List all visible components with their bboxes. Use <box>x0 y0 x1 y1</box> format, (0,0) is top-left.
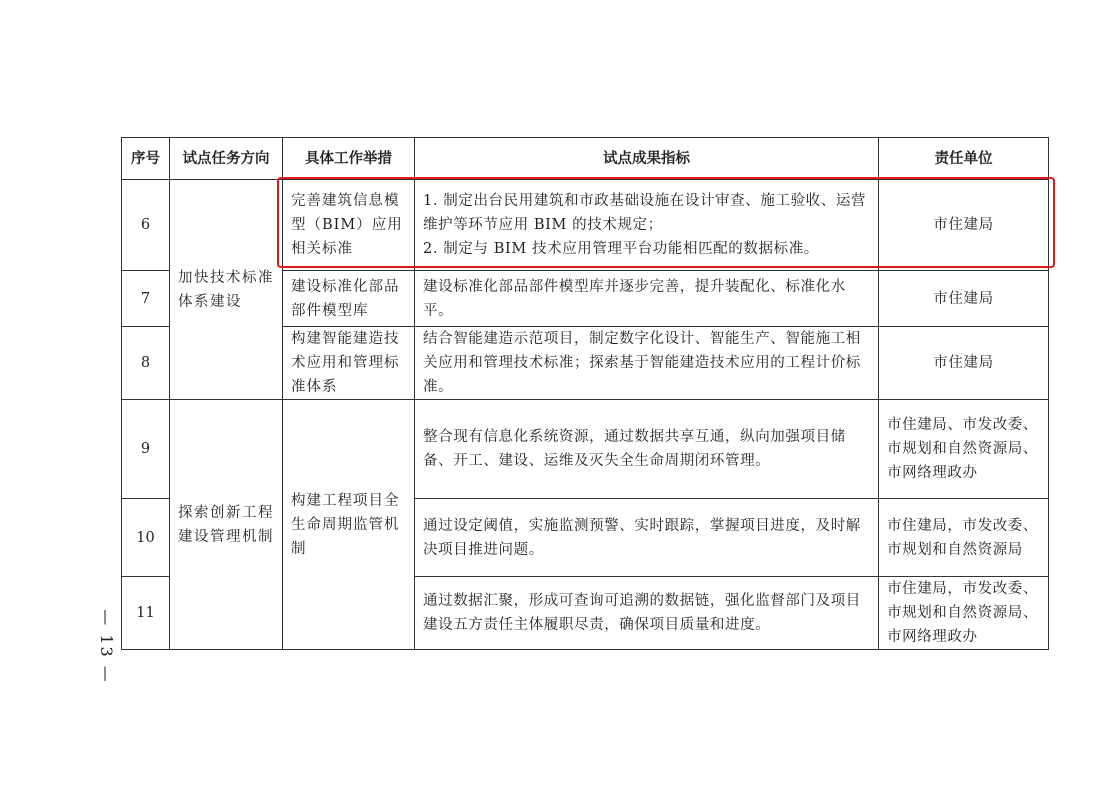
row-direction: 加快技术标准体系建设 <box>170 180 283 400</box>
row-unit: 市住建局、市发改委、市规划和自然资源局、市网络理政办 <box>879 400 1049 499</box>
row-measure: 完善建筑信息模型（BIM）应用相关标准 <box>283 180 415 271</box>
row-direction: 探索创新工程建设管理机制 <box>170 400 283 650</box>
row-serial: 11 <box>122 577 170 650</box>
row-serial: 9 <box>122 400 170 499</box>
header-serial: 序号 <box>122 138 170 180</box>
row-indicator: 通过设定阈值，实施监测预警、实时跟踪，掌握项目进度，及时解决项目推进问题。 <box>415 499 879 577</box>
page-number-text: — 13 — <box>96 608 116 684</box>
indicator-line: 1. 制定出台民用建筑和市政基础设施在设计审查、施工验收、运营维护等环节应用 BIM 的技术规定； <box>423 193 867 233</box>
row-unit: 市住建局 <box>879 271 1049 327</box>
row-serial: 7 <box>122 271 170 327</box>
row-serial: 8 <box>122 327 170 400</box>
row-serial: 10 <box>122 499 170 577</box>
header-direction: 试点任务方向 <box>170 138 283 180</box>
row-indicator: 通过数据汇聚，形成可查询可追溯的数据链，强化监督部门及项目建设五方责任主体履职尽责，确保项目质量和进度。 <box>415 577 879 650</box>
row-unit: 市住建局 <box>879 180 1049 271</box>
row-indicator: 结合智能建造示范项目，制定数字化设计、智能生产、智能施工相关应用和管理技术标准；探索基于智能建造技术应用的工程计价标准。 <box>415 327 879 400</box>
page-number <box>92 606 120 686</box>
header-indicator: 试点成果指标 <box>415 138 879 180</box>
highlight-box <box>277 177 1055 268</box>
row-unit: 市住建局，市发改委、市规划和自然资源局、市网络理政办 <box>879 577 1049 650</box>
row-measure: 构建智能建造技术应用和管理标准体系 <box>283 327 415 400</box>
row-measure: 建设标准化部品部件模型库 <box>283 271 415 327</box>
row-unit: 市住建局，市发改委、市规划和自然资源局 <box>879 499 1049 577</box>
header-unit: 责任单位 <box>879 138 1049 180</box>
table-header-row <box>122 138 1049 180</box>
row-indicator: 建设标准化部品部件模型库并逐步完善，提升装配化、标准化水平。 <box>415 271 879 327</box>
row-measure: 构建工程项目全生命周期监管机制 <box>283 400 415 650</box>
row-serial: 6 <box>122 180 170 271</box>
row-unit: 市住建局 <box>879 327 1049 400</box>
row-indicator: 整合现有信息化系统资源，通过数据共享互通，纵向加强项目储备、开工、建设、运维及灭失全生命周期闭环管理。 <box>415 400 879 499</box>
table-row <box>122 400 1049 499</box>
header-measure: 具体工作举措 <box>283 138 415 180</box>
indicator-line: 2. 制定与 BIM 技术应用管理平台功能相匹配的数据标准。 <box>423 241 819 257</box>
